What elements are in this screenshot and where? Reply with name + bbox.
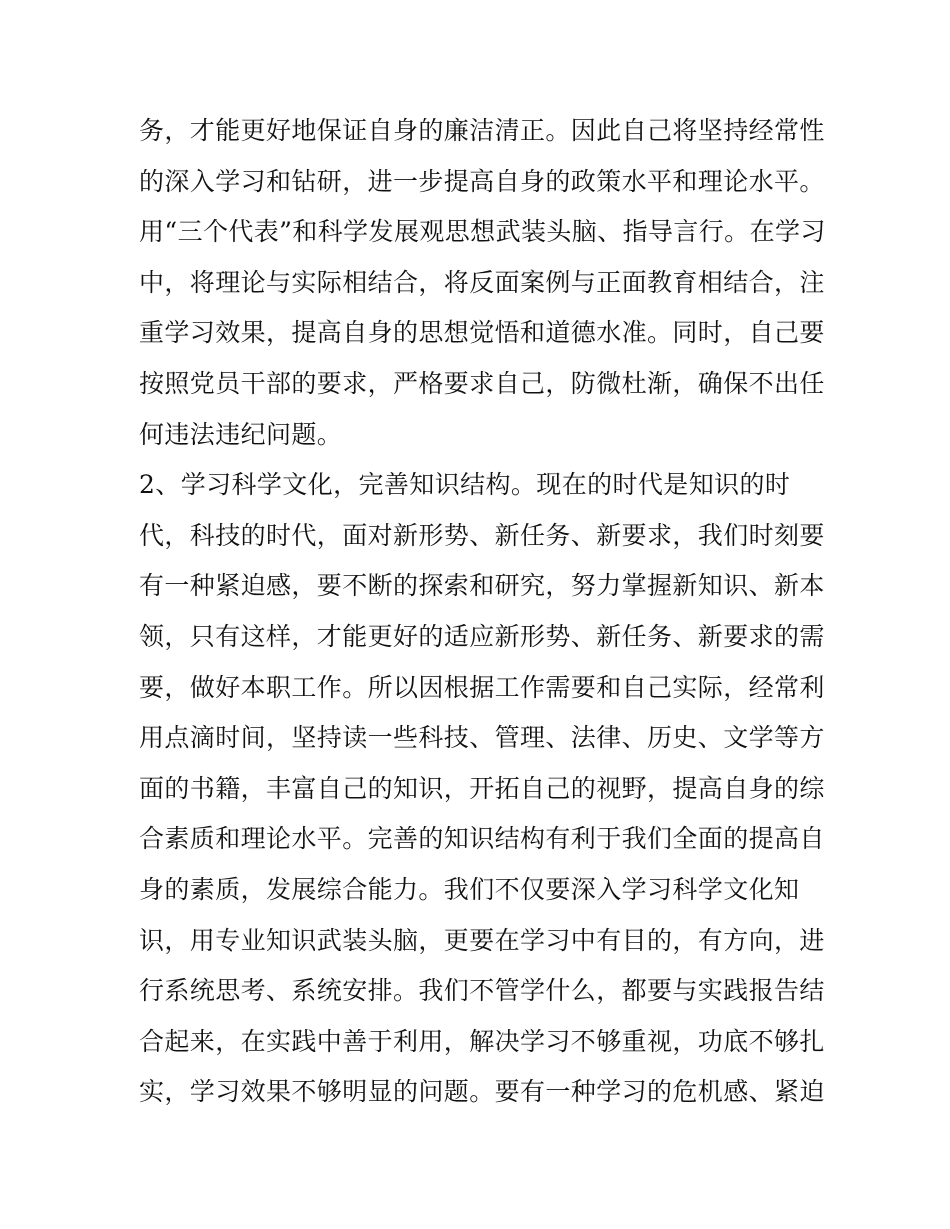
text-line: 身的素质，发展综合能力。我们不仅要深入学习科学文化知 (139, 874, 800, 904)
text-line: 用点滴时间，坚持读一些科技、管理、法律、历史、文学等方 (139, 723, 825, 753)
text-line: 按照党员干部的要求，严格要求自己，防微杜渐，确保不出任 (139, 368, 825, 398)
text-line: 实，学习效果不够明显的问题。要有一种学习的危机感、紧迫 (139, 1077, 825, 1107)
text-line: 合起来，在实践中善于利用，解决学习不够重视，功底不够扎 (139, 1026, 825, 1056)
text-line: 面的书籍，丰富自己的知识，开拓自己的视野，提高自身的综 (139, 773, 825, 803)
text-line: 领，只有这样，才能更好的适应新形势、新任务、新要求的需 (139, 621, 825, 651)
text-line: 用“三个代表”和科学发展观思想武装头脑、指导言行。在学习 (139, 217, 826, 247)
text-line: 的深入学习和钻研，进一步提高自身的政策水平和理论水平。 (139, 166, 825, 196)
text-line: 中，将理论与实际相结合，将反面案例与正面教育相结合，注 (139, 267, 825, 297)
text-line: 要，做好本职工作。所以因根据工作需要和自己实际，经常利 (139, 672, 825, 702)
text-line: 务，才能更好地保证自身的廉洁清正。因此自己将坚持经常性 (139, 116, 825, 145)
text-line: 重学习效果，提高自身的思想觉悟和道德水准。同时，自己要 (139, 318, 825, 348)
text-line: 何违法违纪问题。 (139, 419, 343, 449)
text-line: 合素质和理论水平。完善的知识结构有利于我们全面的提高自 (139, 824, 825, 854)
text-line: 有一种紧迫感，要不断的探索和研究，努力掌握新知识、新本 (139, 571, 825, 601)
text-line: 行系统思考、系统安排。我们不管学什么，都要与实践报告结 (139, 976, 825, 1006)
text-line: 代，科技的时代，面对新形势、新任务、新要求，我们时刻要 (139, 520, 825, 550)
document-body (139, 106, 829, 1118)
text-line: 2、学习科学文化，完善知识结构。现在的时代是知识的时 (139, 470, 791, 500)
text-line: 识，用专业知识武装头脑，更要在学习中有目的，有方向，进 (139, 925, 825, 955)
